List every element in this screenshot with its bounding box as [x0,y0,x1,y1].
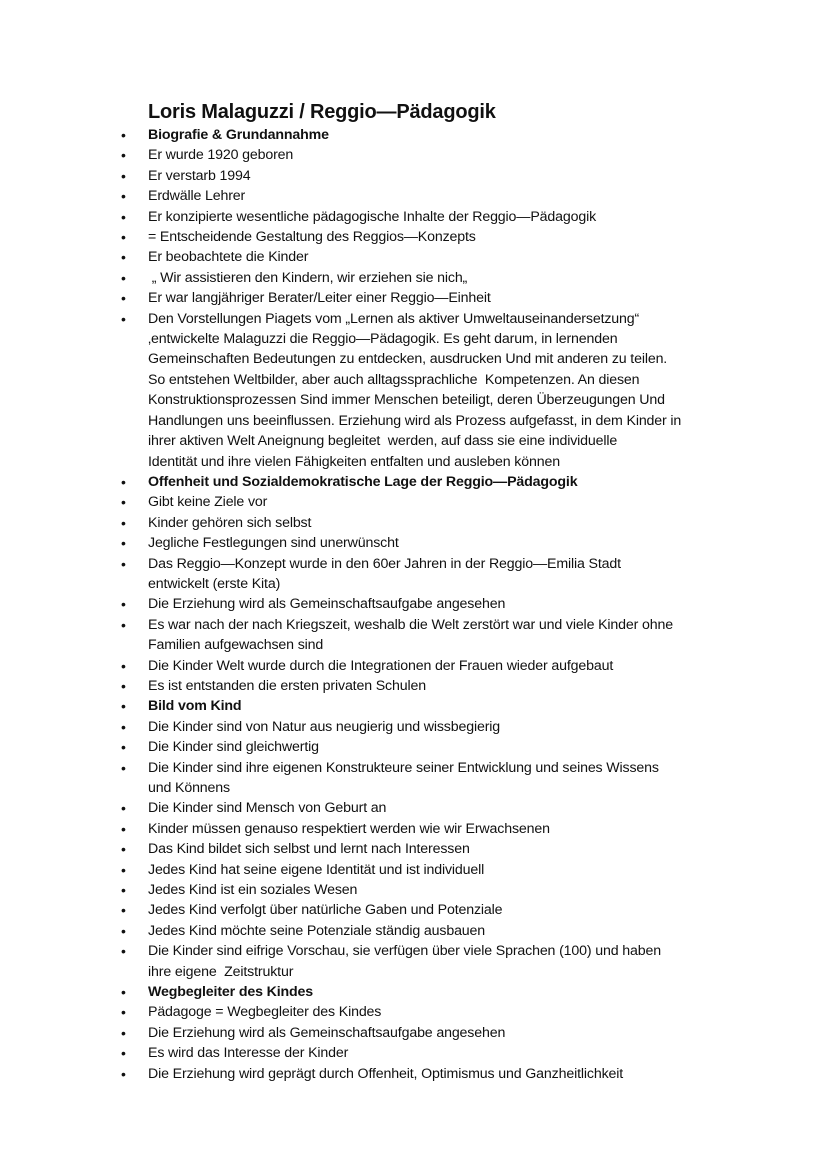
list-item-text: Er wurde 1920 geboren [148,147,294,164]
bullet-marker: • [121,208,126,225]
list-item [0,533,828,553]
bullet-marker: • [121,800,126,817]
bullet-marker: • [121,514,126,531]
list-item [0,1064,828,1084]
bullet-marker: • [121,555,126,572]
bullet-marker: • [121,249,126,266]
bullet-marker: • [121,1045,126,1062]
bullet-marker: • [121,535,126,552]
bullet-marker: • [121,922,126,939]
list-item [0,676,828,696]
list-item [0,288,828,308]
list-item-text: Die Erziehung wird geprägt durch Offenheit, Optimismus und Ganzheitlichkeit [148,1065,624,1082]
list-item-text: Die Kinder sind ihre eigenen Konstrukteure seiner Entwicklung und seines Wissens und Könnens [148,759,659,796]
list-item [0,1002,828,1022]
list-item-text: Er konzipierte wesentliche pädagogische Inhalte der Reggio—Pädagogik [148,208,597,225]
bullet-marker: • [121,820,126,837]
bullet-marker: • [121,167,126,184]
bullet-marker: • [121,677,126,694]
bullet-list [0,125,828,1084]
bullet-marker: • [121,861,126,878]
bullet-marker: • [121,596,126,613]
list-item [0,268,828,288]
list-item-text: Die Kinder sind Mensch von Geburt an [148,800,387,817]
list-item [0,166,828,186]
list-item-text: Die Kinder Welt wurde durch die Integrationen der Frauen wieder aufgebaut [148,657,614,674]
list-item [0,860,828,880]
list-item-text: Er beobachtete die Kinder [148,249,309,266]
bullet-marker: • [121,616,126,633]
bullet-marker: • [121,290,126,307]
list-item-text: Gibt keine Ziele vor [148,494,268,511]
bullet-marker: • [121,698,126,715]
list-item-text: Jegliche Festlegungen sind unerwünscht [148,535,399,552]
list-item [0,615,828,656]
bullet-marker: • [121,473,126,490]
bullet-marker: • [121,718,126,735]
list-item-text: Kinder gehören sich selbst [148,514,312,531]
bullet-marker: • [121,882,126,899]
list-item-text: Den Vorstellungen Piagets vom „Lernen als aktiver Umweltauseinandersetzung“ ‚entwickelte Malaguzzi die Reggio—Pädagogik. Es geht darum, in lernenden Gemeinschaften Bedeutungen zu entdecken, ausdrucken Und mit anderen zu teilen. So entstehen Weltbilder, aber auch alltagssprachliche Kompetenzen. An diesen Konstruktionsprozessen Sind immer Menschen beteiligt, deren Überzeugungen Und Handlungen uns beeinflussen. Erziehung wird als Prozess aufgefasst, in dem Kinder in ihrer aktiven Welt Aneignung begleitet werden, auf dass sie eine individuelle Identität und ihre vielen Fähigkeiten entfalten und ausleben können [148,310,682,470]
list-item [0,309,828,472]
list-item [0,921,828,941]
list-item-text: Die Erziehung wird als Gemeinschaftsaufgabe angesehen [148,596,506,613]
bullet-marker: • [121,1065,126,1082]
list-item [0,880,828,900]
list-item [0,758,828,799]
list-item [0,839,828,859]
bullet-marker: • [121,494,126,511]
list-item-text: Wegbegleiter des Kindes [148,984,314,1001]
list-item-text: Biografie & Grundannahme [148,127,329,143]
list-item-text: Jedes Kind möchte seine Potenziale ständig ausbauen [148,922,486,939]
bullet-marker: • [121,984,126,1001]
list-item [0,492,828,512]
bullet-marker: • [121,657,126,674]
bullet-marker: • [121,229,126,246]
bullet-marker: • [121,188,126,205]
list-item-text: Kinder müssen genauso respektiert werden wie wir Erwachsenen [148,820,550,837]
list-item [0,1043,828,1063]
list-item [0,594,828,614]
bullet-marker: • [121,310,126,327]
bullet-marker: • [121,1004,126,1021]
bullet-marker: • [121,127,126,143]
list-item-text: Es ist entstanden die ersten privaten Schulen [148,677,426,694]
bullet-marker: • [121,1024,126,1041]
list-item-text: Es wird das Interesse der Kinder [148,1045,349,1062]
list-item-text: Bild vom Kind [148,698,242,715]
section-heading-item [0,696,828,716]
list-item [0,1023,828,1043]
list-item-text: Jedes Kind ist ein soziales Wesen [148,882,358,899]
bullet-marker: • [121,902,126,919]
list-item-text: Er verstarb 1994 [148,167,251,184]
list-item-text: Das Reggio—Konzept wurde in den 60er Jahren in der Reggio—Emilia Stadt entwickelt (erste Kita) [148,555,621,592]
list-item [0,513,828,533]
list-item-text: Er war langjähriger Berater/Leiter einer Reggio—Einheit [148,290,491,307]
document-title: Loris Malaguzzi / Reggio—Pädagogik [148,101,496,123]
list-item-text: Jedes Kind hat seine eigene Identität und ist individuell [148,861,485,878]
bullet-marker: • [121,943,126,960]
section-heading-item [0,982,828,1002]
bullet-marker: • [121,269,126,286]
list-item-text: Die Kinder sind eifrige Vorschau, sie verfügen über viele Sprachen (100) und haben ihre eigene Zeitstruktur [148,943,661,980]
list-item-text: Erdwälle Lehrer [148,188,246,205]
list-item-text: Die Erziehung wird als Gemeinschaftsaufgabe angesehen [148,1024,506,1041]
list-item [0,247,828,267]
list-item [0,554,828,595]
list-item [0,941,828,982]
list-item [0,186,828,206]
list-item-text: Die Kinder sind von Natur aus neugierig und wissbegierig [148,718,501,735]
list-item-text: Es war nach der nach Kriegszeit, weshalb die Welt zerstört war und viele Kinder ohne Familien aufgewachsen sind [148,616,673,654]
list-item [0,145,828,165]
section-heading-item [0,125,828,145]
list-item-text: „ Wir assistieren den Kindern, wir erziehen sie nich„ [148,269,468,286]
list-item [0,207,828,227]
list-item [0,900,828,920]
bullet-marker: • [121,759,126,776]
bullet-marker: • [121,739,126,756]
list-item-text: Jedes Kind verfolgt über natürliche Gaben und Potenziale [148,902,503,919]
list-item [0,798,828,818]
list-item-text: Pädagoge = Wegbegleiter des Kindes [148,1004,382,1021]
list-item [0,819,828,839]
list-item-text: Das Kind bildet sich selbst und lernt nach Interessen [148,841,470,858]
list-item [0,717,828,737]
list-item [0,227,828,247]
section-heading-item [0,472,828,492]
list-item-text: Die Kinder sind gleichwertig [148,739,319,756]
bullet-marker: • [121,147,126,164]
list-item-text: Offenheit und Sozialdemokratische Lage der Reggio—Pädagogik [148,473,578,490]
list-item-text: = Entscheidende Gestaltung des Reggios—Konzepts [148,229,476,246]
bullet-marker: • [121,841,126,858]
list-item [0,656,828,676]
list-item [0,737,828,757]
